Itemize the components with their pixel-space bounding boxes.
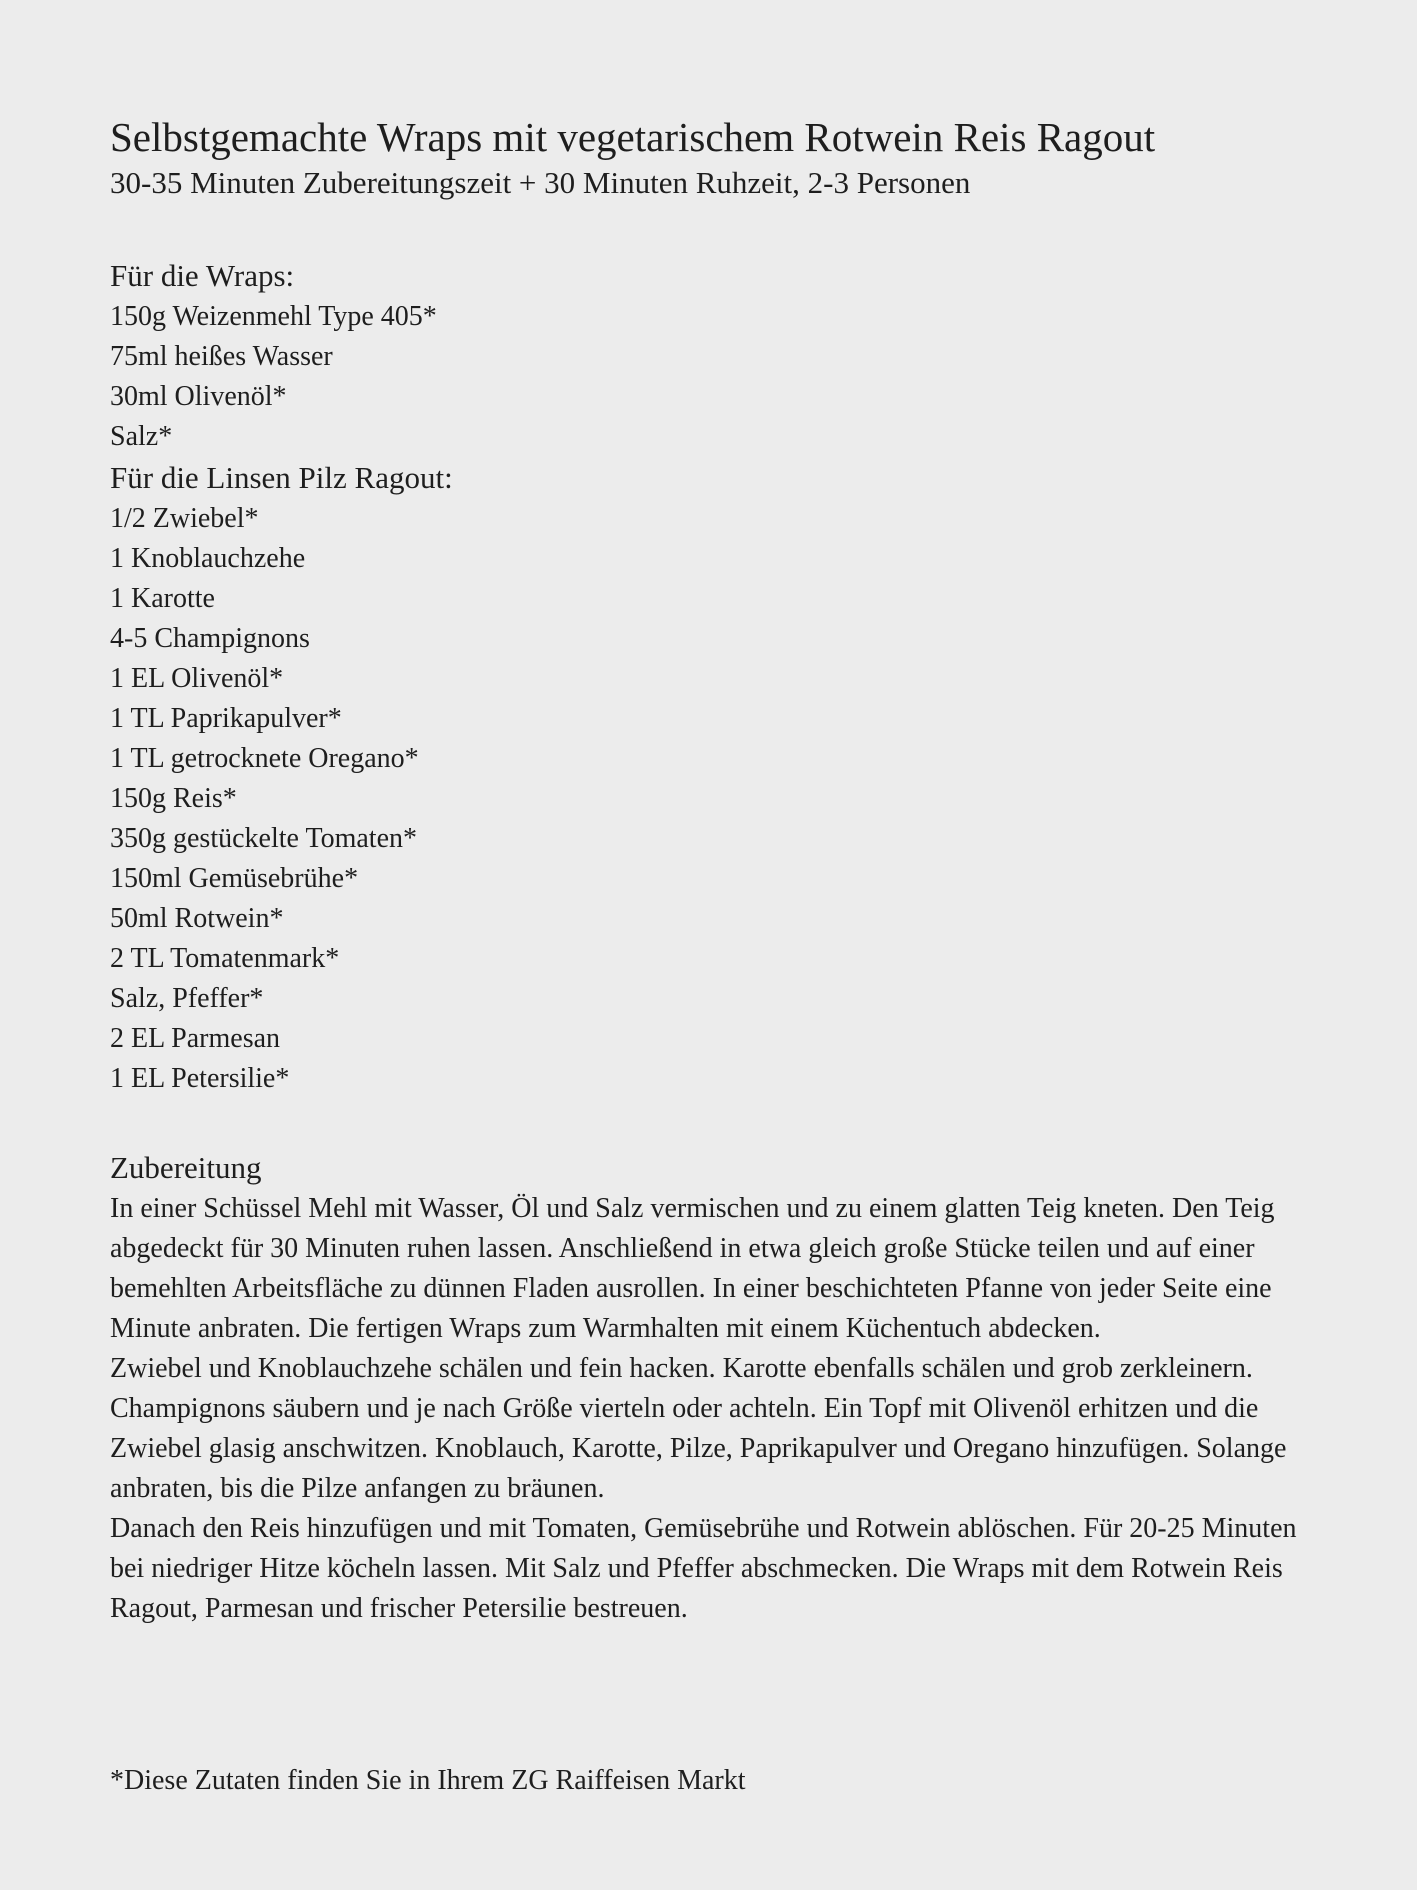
directions-heading: Zubereitung	[110, 1150, 262, 1185]
ingredient-item: 30ml Olivenöl*	[110, 381, 287, 412]
ingredient-item: Salz*	[110, 421, 173, 452]
ingredient-item: 350g gestückelte Tomaten*	[110, 823, 418, 854]
ragout-heading: Für die Linsen Pilz Ragout:	[110, 460, 453, 495]
wraps-ingredient-list	[110, 297, 1330, 457]
ingredient-item: 50ml Rotwein*	[110, 903, 284, 934]
recipe-title: Selbstgemachte Wraps mit vegetarischem Rotwein Reis Ragout	[110, 114, 1156, 160]
ingredient-item: 2 EL Parmesan	[110, 1023, 281, 1054]
ingredient-item: 150g Weizenmehl Type 405*	[110, 301, 437, 332]
ingredient-item: 1 Knoblauchzehe	[110, 543, 306, 574]
ingredient-item: 75ml heißes Wasser	[110, 341, 333, 372]
ingredient-item: 1 EL Petersilie*	[110, 1063, 290, 1094]
ingredient-item: 1 Karotte	[110, 583, 215, 614]
ingredient-item: 1 EL Olivenöl*	[110, 663, 284, 694]
ingredient-item: 1 TL Paprikapulver*	[110, 703, 342, 734]
footnote: *Diese Zutaten finden Sie in Ihrem ZG Raiffeisen Markt	[110, 1765, 746, 1796]
recipe-page	[110, 112, 1330, 1629]
ingredient-item: 4-5 Champignons	[110, 623, 310, 654]
ragout-ingredient-list	[110, 499, 1330, 1099]
ingredient-item: 150ml Gemüsebrühe*	[110, 863, 359, 894]
ingredient-item: Salz, Pfeffer*	[110, 983, 264, 1014]
ingredient-item: 150g Reis*	[110, 783, 237, 814]
recipe-subtitle: 30-35 Minuten Zubereitungszeit + 30 Minuten Ruhzeit, 2-3 Personen	[110, 165, 971, 200]
ingredient-item: 2 TL Tomatenmark*	[110, 943, 340, 974]
ingredient-item: 1 TL getrocknete Oregano*	[110, 743, 419, 774]
ingredient-item: 1/2 Zwiebel*	[110, 503, 259, 534]
direction-paragraph: Zwiebel und Knoblauchzehe schälen und fein hacken. Karotte ebenfalls schälen und grob zerkleinern. Champignons säubern und je nach Größe vierteln oder achteln. Ein Topf mit Olivenöl erhitzen und die Zwiebel glasig anschwitzen. Knoblauch, Karotte, Pilze, Paprikapulver und Oregano hinzufügen. Solange anbraten, bis die Pilze anfangen zu bräunen.	[110, 1353, 1287, 1504]
direction-paragraph: In einer Schüssel Mehl mit Wasser, Öl und Salz vermischen und zu einem glatten Teig kneten. Den Teig abgedeckt für 30 Minuten ruhen lassen. Anschließend in etwa gleich große Stücke teilen und auf einer bemehlten Arbeitsfläche zu dünnen Fladen ausrollen. In einer beschichteten Pfanne von jeder Seite eine Minute anbraten. Die fertigen Wraps zum Warmhalten mit einem Küchentuch abdecken.	[110, 1193, 1275, 1344]
direction-paragraph: Danach den Reis hinzufügen und mit Tomaten, Gemüsebrühe und Rotwein ablöschen. Für 20-25 Minuten bei niedriger Hitze köcheln lassen. Mit Salz und Pfeffer abschmecken. Die Wraps mit dem Rotwein Reis Ragout, Parmesan und frischer Petersilie bestreuen.	[110, 1513, 1297, 1624]
wraps-heading: Für die Wraps:	[110, 258, 295, 293]
directions-text	[110, 1189, 1330, 1629]
